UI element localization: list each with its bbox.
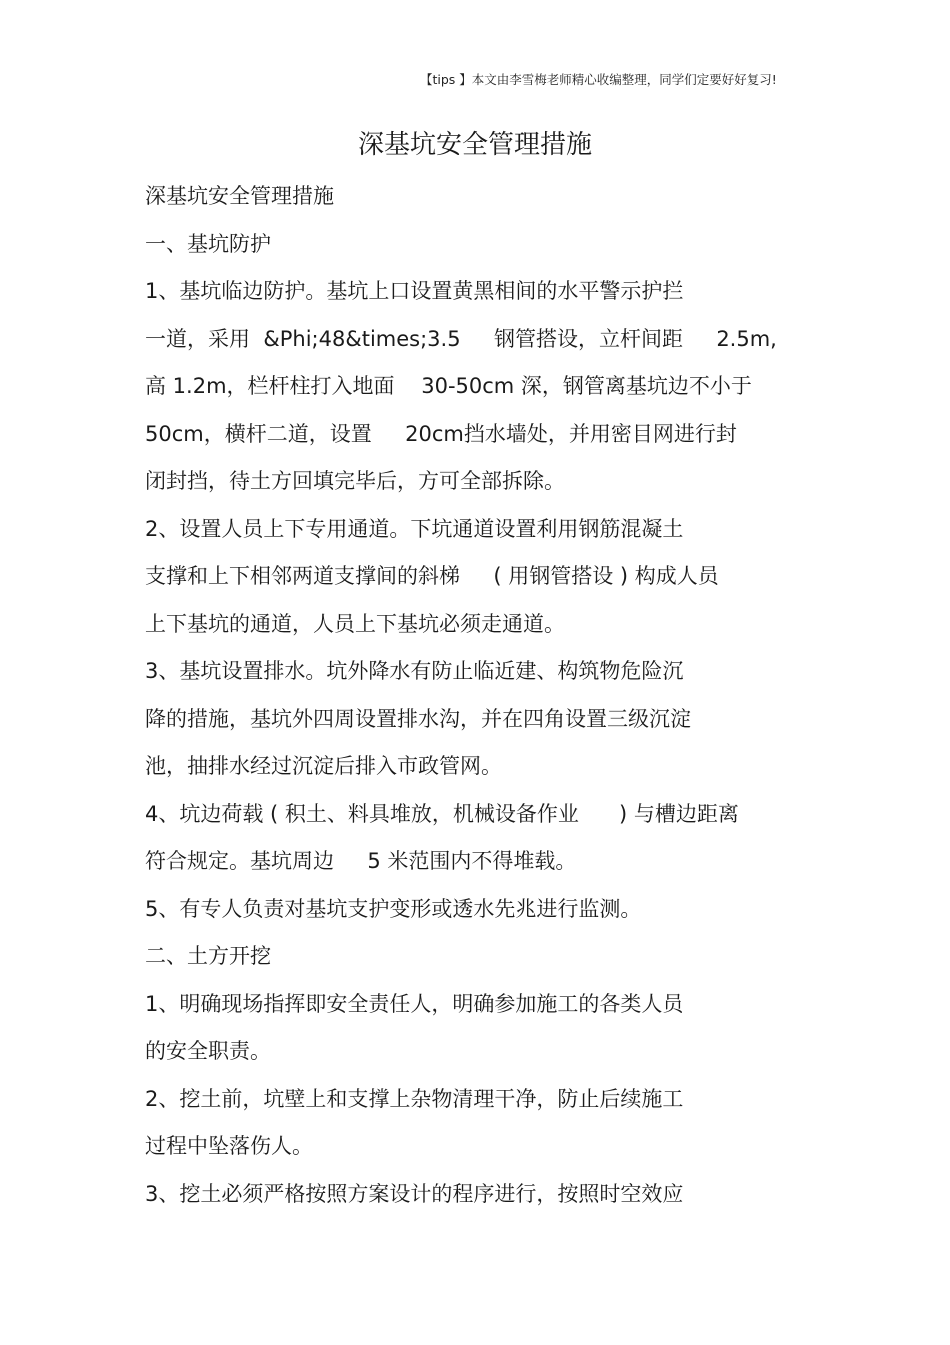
text-line: 2、挖土前，坑壁上和支撑上杂物清理干净，防止后续施工 (145, 1086, 684, 1111)
text-line: 深基坑安全管理措施 (145, 184, 334, 208)
text-line: 1、明确现场指挥即安全责任人，明确参加施工的各类人员 (145, 991, 684, 1016)
text-line: 1、基坑临边防护。基坑上口设置黄黑相间的水平警示护拦 (145, 279, 684, 303)
header-note: 【tips 】本文由李雪梅老师精心收编整理，同学们定要好好复习! (420, 72, 777, 87)
text-line: 高 1.2m，栏杆柱打入地面 30-50cm 深，钢管离基坑边不小于 (145, 374, 752, 398)
text-line: 50cm，横杆二道，设置 20cm挡水墙处，并用密目网进行封 (145, 421, 737, 446)
text-line: 闭封挡，待土方回填完毕后，方可全部拆除。 (145, 469, 565, 493)
text-line: 支撑和上下相邻两道支撑间的斜梯 ( 用钢管搭设 ) 构成人员 (145, 564, 719, 588)
text-line: 一、基坑防护 (145, 231, 271, 256)
text-line: 3、基坑设置排水。坑外降水有防止临近建、构筑物危险沉 (145, 659, 684, 683)
text-line: 4、坑边荷载 ( 积土、料具堆放，机械设备作业 ) 与槽边距离 (145, 801, 739, 826)
text-line: 池，抽排水经过沉淀后排入市政管网。 (145, 754, 502, 778)
text-line: 二、土方开挖 (145, 944, 271, 968)
text-line: 一道，采用 &Phi;48&times;3.5 钢管搭设，立杆间距 2.5m, (145, 326, 777, 351)
text-line: 符合规定。基坑周边 5 米范围内不得堆载。 (145, 849, 577, 873)
text-line: 5、有专人负责对基坑支护变形或透水先兆进行监测。 (145, 896, 642, 921)
text-line: 上下基坑的通道，人员上下基坑必须走通道。 (145, 611, 565, 636)
text-line: 降的措施，基坑外四周设置排水沟，并在四角设置三级沉淀 (145, 706, 691, 731)
text-line: 3、挖土必须严格按照方案设计的程序进行，按照时空效应 (145, 1181, 684, 1206)
text-line: 过程中坠落伤人。 (145, 1134, 313, 1158)
text-line: 的安全职责。 (145, 1039, 271, 1063)
text-line: 2、设置人员上下专用通道。下坑通道设置利用钢筋混凝土 (145, 516, 684, 541)
document-body (145, 180, 805, 1225)
document-title: 深基坑安全管理措施 (357, 130, 592, 160)
